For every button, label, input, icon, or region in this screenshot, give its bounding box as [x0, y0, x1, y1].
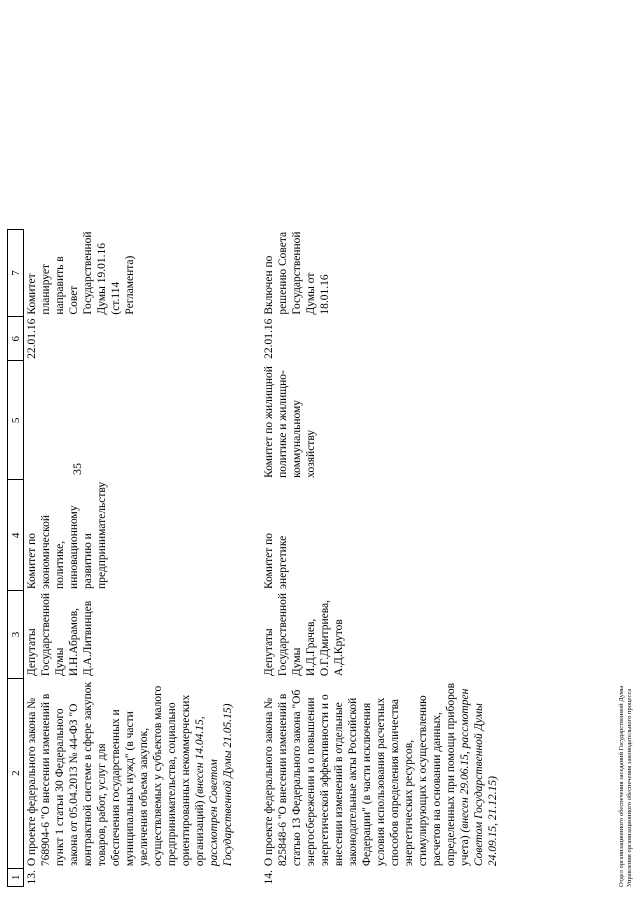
- column-header: 6: [8, 317, 24, 361]
- status-cell: Включен по решению Совета Государственной Думы от 18.01.16: [262, 231, 331, 315]
- co-committee-cell: Комитет по жилищной политике и жилищно-коммунальному хозяйству: [262, 366, 317, 478]
- authors-cell: Депутаты Государственной Думы И.Д.Грачев, О.Г.Дмитриева, А.Д.Крутов: [262, 592, 345, 677]
- bill-cell: [24, 678, 261, 868]
- column-header: 5: [8, 361, 24, 480]
- column-header: 1: [8, 868, 24, 886]
- footer: [618, 686, 634, 887]
- column-header: 3: [8, 591, 24, 678]
- column-header: 4: [8, 480, 24, 591]
- status-cell: Комитет планирует направить в Совет Государственной Думы 19.01.16 (ст.114 Регламента): [26, 231, 136, 315]
- bill-cell: [261, 678, 501, 868]
- bill-note: (внесен 29.06.15, рассмотрен Советом Государственной Думы 24.09.15, 21.12.15): [458, 688, 499, 867]
- row-number: 14.: [262, 870, 275, 885]
- committee-cell: Комитет по энергетике: [262, 532, 289, 589]
- row-number: 13.: [26, 870, 38, 885]
- table-row: [261, 229, 501, 886]
- table-row: [24, 229, 261, 886]
- bills-table: [7, 229, 501, 887]
- column-number-row: [8, 229, 24, 886]
- footer-line: Отдел организационного обеспечения заседаний Государственной Думы: [618, 685, 625, 887]
- bill-title: О проекте федерального закона № 768904-6 "О внесении изменений в пункт 1 статьи 30 Федерального закона от 05.04.2013 № 44-ФЗ "О контрактной системе в сфере закупок товаров, работ, услуг для обеспечения государственных и муниципальных нужд" (в части увеличения объема закупок, осуществляемых у субъектов малого предпринимательства, социально ориентированных некоммерческих организаций): [26, 681, 206, 867]
- page-number: 35: [70, 463, 84, 475]
- co-committee-cell: [24, 361, 261, 480]
- date-cell: 22.01.16: [262, 318, 275, 359]
- authors-cell: Депутаты Государственной Думы И.Н.Абрамов, Д.А.Литвинцев: [26, 592, 94, 677]
- column-header: 7: [8, 229, 24, 316]
- committee-cell: Комитет по экономической политике, инновационному развитию и предпринимательству: [26, 481, 108, 589]
- column-header: 2: [8, 678, 24, 868]
- footer-line: Управления организационного обеспечения законодательного процесса: [626, 688, 633, 887]
- bill-note: (внесен 14.04.15, рассмотрен Советом Государственной Думы 21.05.15): [194, 703, 234, 867]
- bill-title: О проекте федерального закона № 825848-6 "О внесении изменений в статью 13 Федерального закона "Об энергосбережении и о повышении энергетической эффективности и о внесении изменений в отдельные законодательные акты Российской Федерации" (в части исключения условия использования расчетных способов определения количества энергетических ресурсов, стимулирующих к осуществлению расчетов на основании данных, определенных при помощи приборов учета): [262, 682, 471, 867]
- date-cell: 22.01.16: [26, 318, 38, 359]
